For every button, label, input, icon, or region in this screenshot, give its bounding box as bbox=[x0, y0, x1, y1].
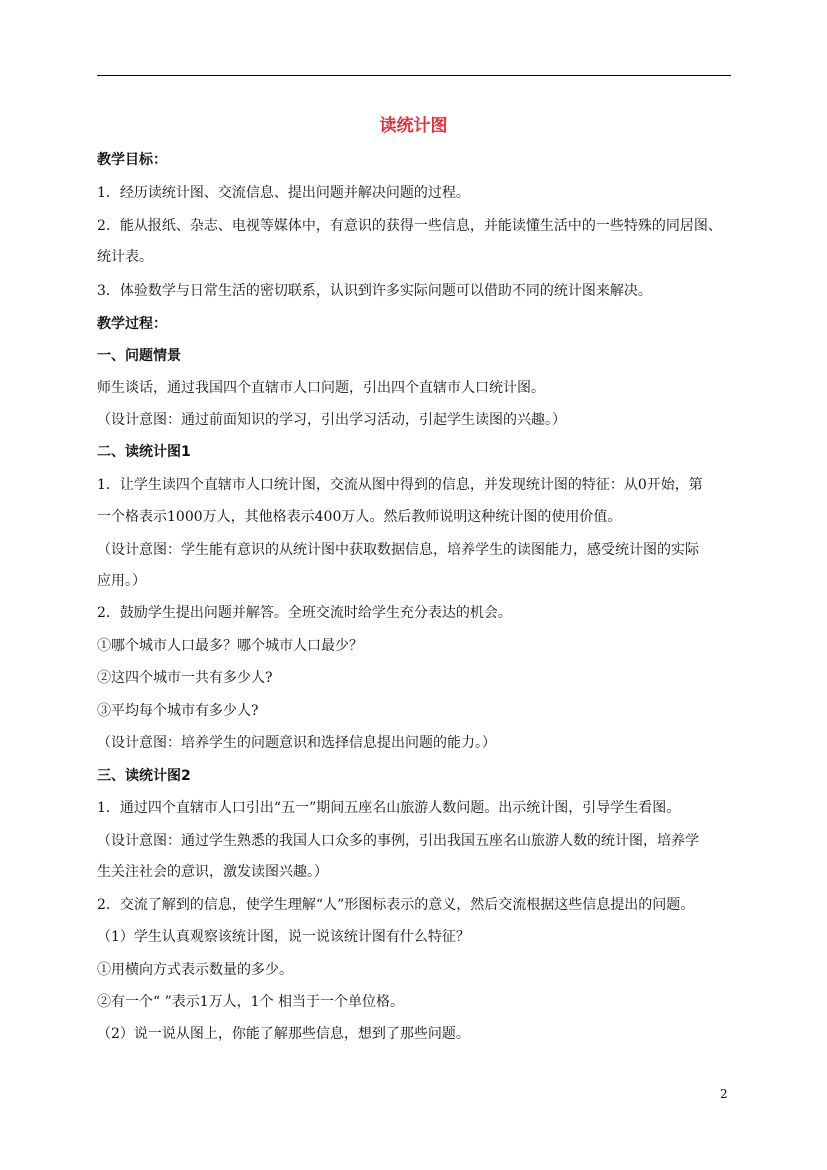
paragraph: 统计表。 bbox=[97, 249, 153, 265]
paragraph: 1．通过四个直辖市人口引出“五一”期间五座名山旅游人数问题。出示统计图，引导学生看图。 bbox=[97, 800, 681, 816]
paragraph: 3．体验数学与日常生活的密切联系，认识到许多实际问题可以借助不同的统计图来解决。 bbox=[97, 283, 652, 299]
paragraph: （设计意图：学生能有意识的从统计图中获取数据信息，培养学生的读图能力，感受统计图的实际 bbox=[97, 542, 699, 558]
paragraph: 2．鼓励学生提出问题并解答。全班交流时给学生充分表达的机会。 bbox=[97, 605, 512, 621]
list-item: ①哪个城市人口最多？哪个城市人口最少？ bbox=[97, 638, 363, 654]
paragraph: （1）学生认真观察该统计图，说一说该统计图有什么特征？ bbox=[97, 929, 470, 945]
paragraph: 一个格表示1000万人，其他格表示400万人。然后教师说明这种统计图的使用价值。 bbox=[97, 509, 622, 525]
paragraph: （2）说一说从图上，你能了解那些信息，想到了那些问题。 bbox=[97, 1026, 470, 1042]
paragraph: 2．能从报纸、杂志、电视等媒体中，有意识的获得一些信息，并能读懂生活中的一些特殊的同居图、 bbox=[97, 218, 722, 234]
list-item: ③平均每个城市有多少人? bbox=[97, 703, 259, 719]
paragraph: （设计意图：通过学生熟悉的我国人口众多的事例，引出我国五座名山旅游人数的统计图，培养学 bbox=[97, 833, 699, 849]
heading-objectives: 教学目标： bbox=[97, 152, 167, 168]
paragraph: 1．让学生读四个直辖市人口统计图，交流从图中得到的信息，并发现统计图的特征：从0开始，第 bbox=[97, 477, 703, 493]
header-rule bbox=[97, 75, 731, 76]
list-item: ①用横向方式表示数量的多少。 bbox=[97, 962, 293, 978]
paragraph: 2．交流了解到的信息，使学生理解“人”形图标表示的意义，然后交流根据这些信息提出的问题。 bbox=[97, 897, 695, 913]
document-title: 读统计图 bbox=[379, 116, 448, 136]
section-heading: 一、问题情景 bbox=[97, 348, 181, 364]
paragraph: 师生谈话，通过我国四个直辖市人口问题，引出四个直辖市人口统计图。 bbox=[97, 380, 545, 396]
list-item: ②有一个“ ”表示1万人，1个 相当于一个单位格。 bbox=[97, 994, 405, 1010]
paragraph: （设计意图：培养学生的问题意识和选择信息提出问题的能力。） bbox=[97, 735, 496, 751]
list-item: ②这四个城市一共有多少人? bbox=[97, 670, 273, 686]
section-heading: 二、读统计图1 bbox=[97, 444, 191, 460]
section-heading: 三、读统计图2 bbox=[97, 768, 191, 784]
paragraph: 应用。） bbox=[97, 573, 146, 589]
heading-process: 教学过程： bbox=[97, 316, 167, 332]
page-number: 2 bbox=[720, 1087, 728, 1101]
paragraph: 生关注社会的意识，激发读图兴趣。） bbox=[97, 864, 328, 880]
paragraph: （设计意图：通过前面知识的学习，引出学习活动，引起学生读图的兴趣。） bbox=[97, 412, 566, 428]
paragraph: 1．经历读统计图、交流信息、提出问题并解决问题的过程。 bbox=[97, 185, 470, 201]
